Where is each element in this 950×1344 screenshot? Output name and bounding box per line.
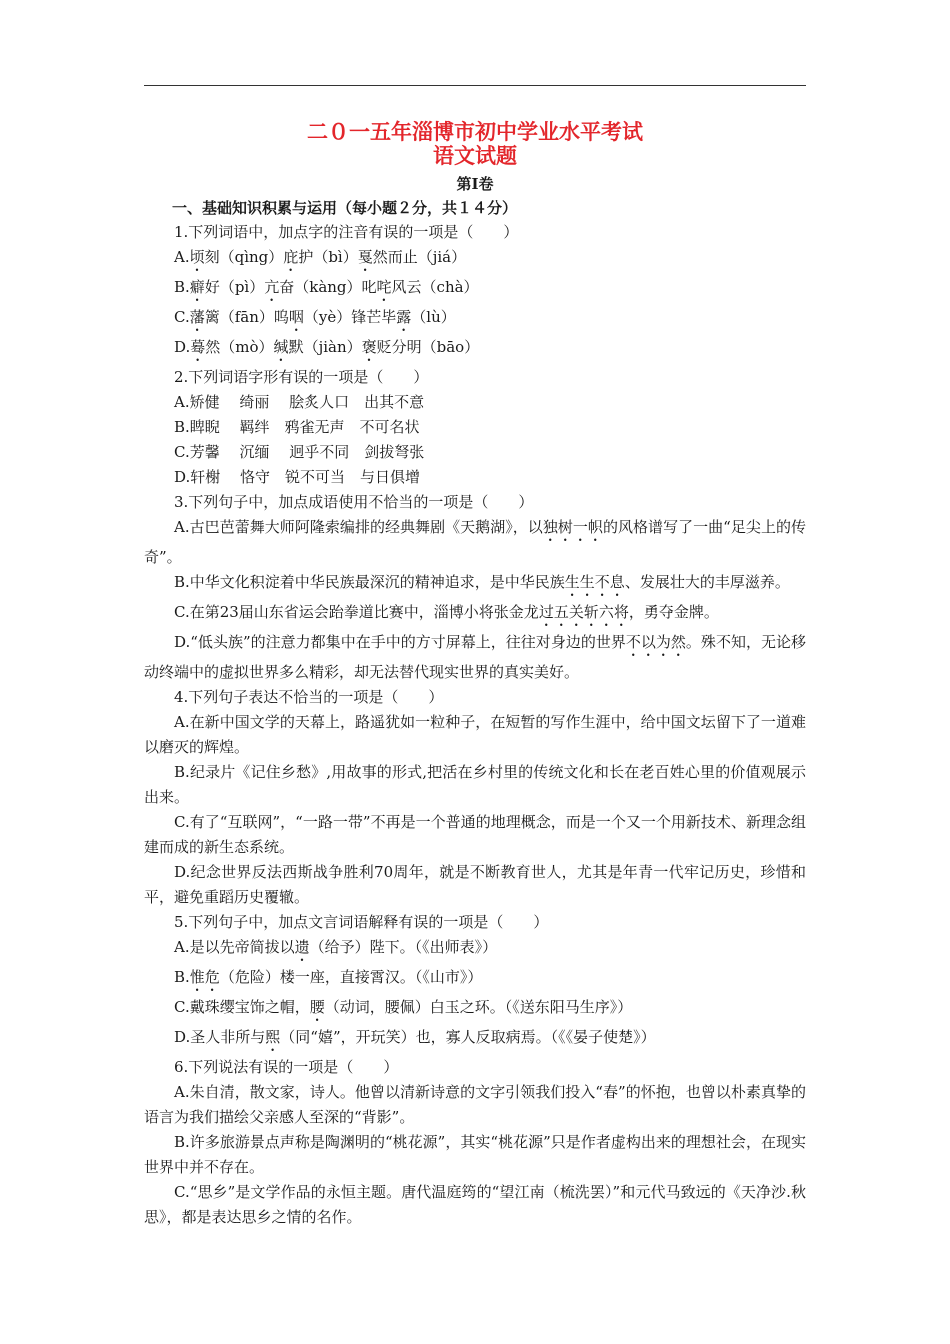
exam-title: 二０一五年淄博市初中学业水平考试 [307,119,643,144]
volume-heading: 第Ⅰ卷 [456,175,494,193]
q1-option-c: C.藩篱（fān）呜咽（yè）锋芒毕露（lù） [174,308,456,326]
q4-option-c: C.有了“互联网”，“一路一带”不再是一个普通的地理概念，而是一个又一个用新技术、新理念组建而成的新生态系统。 [144,813,806,856]
q4-option-a: A.在新中国文学的天幕上，路遥犹如一粒种子，在短暂的写作生涯中，给中国文坛留下了一道难以磨灭的辉煌。 [144,713,806,756]
q5-option-b: B.惟危（危险）楼一座，直接霄汉。（《山市》） [174,968,483,986]
q1-stem: 1.下列词语中，加点字的注音有误的一项是（ ） [174,223,519,241]
q1-option-a: A.顷刻（qìng）庇护（bì）戛然而止（jiá） [174,248,467,266]
q2-option-b: B.睥睨 羁绊 鸦雀无声 不可名状 [174,418,420,436]
q3-option-d: D.“低头族”的注意力都集中在手中的方寸屏幕上，往往对身边的世界不以为然。殊不知，无论移动终端中的虚拟世界多么精彩，却无法替代现实世界的真实美好。 [144,633,806,681]
q2-option-d: D.轩榭 恪守 锐不可当 与日俱增 [174,468,421,486]
q3-option-b: B.中华文化积淀着中华民族最深沉的精神追求，是中华民族生生不息、发展壮大的丰厚滋养。 [174,573,790,591]
q6-stem: 6.下列说法有误的一项是（ ） [174,1058,399,1076]
q2-option-a: A.矫健 绮丽 脍炙人口 出其不意 [174,393,425,411]
q5-stem: 5.下列句子中，加点文言词语解释有误的一项是（ ） [174,913,549,931]
q1-option-d: D.蓦然（mò）缄默（jiàn）褒贬分明（bāo） [174,338,480,356]
q6-option-b: B.许多旅游景点声称是陶渊明的“桃花源”，其实“桃花源”只是作者虚构出来的理想社会，在现实世界中并不存在。 [144,1133,806,1176]
q3-option-c: C.在第23届山东省运会跆拳道比赛中，淄博小将张金龙过五关斩六将，勇夺金牌。 [174,603,719,621]
q3-option-a: A.古巴芭蕾舞大师阿隆索编排的经典舞剧《天鹅湖》，以独树一帜的风格谱写了一曲“足尖上的传奇”。 [144,518,806,566]
exam-subtitle: 语文试题 [433,143,517,168]
section-heading: 一、基础知识积累与运用（每小题２分，共１４分） [172,199,518,217]
q5-option-d: D.圣人非所与熙（同“嬉”，开玩笑）也，寡人反取病焉。（《《晏子使楚》） [174,1028,656,1046]
q4-option-b: B.纪录片《记住乡愁》,用故事的形式,把活在乡村里的传统文化和长在老百姓心里的价值观展示出来。 [144,763,806,806]
q5-option-a: A.是以先帝简拔以遗（给予）陛下。（《出师表》） [174,938,498,956]
q6-option-a: A.朱自清，散文家，诗人。他曾以清新诗意的文字引领我们投入“春”的怀抱，也曾以朴素真挚的语言为我们描绘父亲感人至深的“背影”。 [144,1083,806,1126]
top-rule [144,85,806,86]
q4-option-d: D.纪念世界反法西斯战争胜利70周年，就是不断教育世人，尤其是年青一代牢记历史，珍惜和平，避免重蹈历史覆辙。 [144,863,806,906]
q2-option-c: C.芳馨 沉缅 迥乎不同 剑拔弩张 [174,443,425,461]
q3-stem: 3.下列句子中，加点成语使用不恰当的一项是（ ） [174,493,534,511]
q6-option-c: C.“思乡”是文学作品的永恒主题。唐代温庭筠的“望江南（梳洗罢）”和元代马致远的《天净沙.秋思》，都是表达思乡之情的名作。 [144,1183,806,1226]
q2-stem: 2.下列词语字形有误的一项是（ ） [174,368,429,386]
q4-stem: 4.下列句子表达不恰当的一项是（ ） [174,688,444,706]
q5-option-c: C.戴珠缨宝饰之帽，腰（动词，腰佩）白玉之环。（《送东阳马生序》） [174,998,633,1016]
q1-option-b: B.癖好（pì）亢奋（kàng）叱咤风云（chà） [174,278,479,296]
exam-page [144,120,806,1230]
